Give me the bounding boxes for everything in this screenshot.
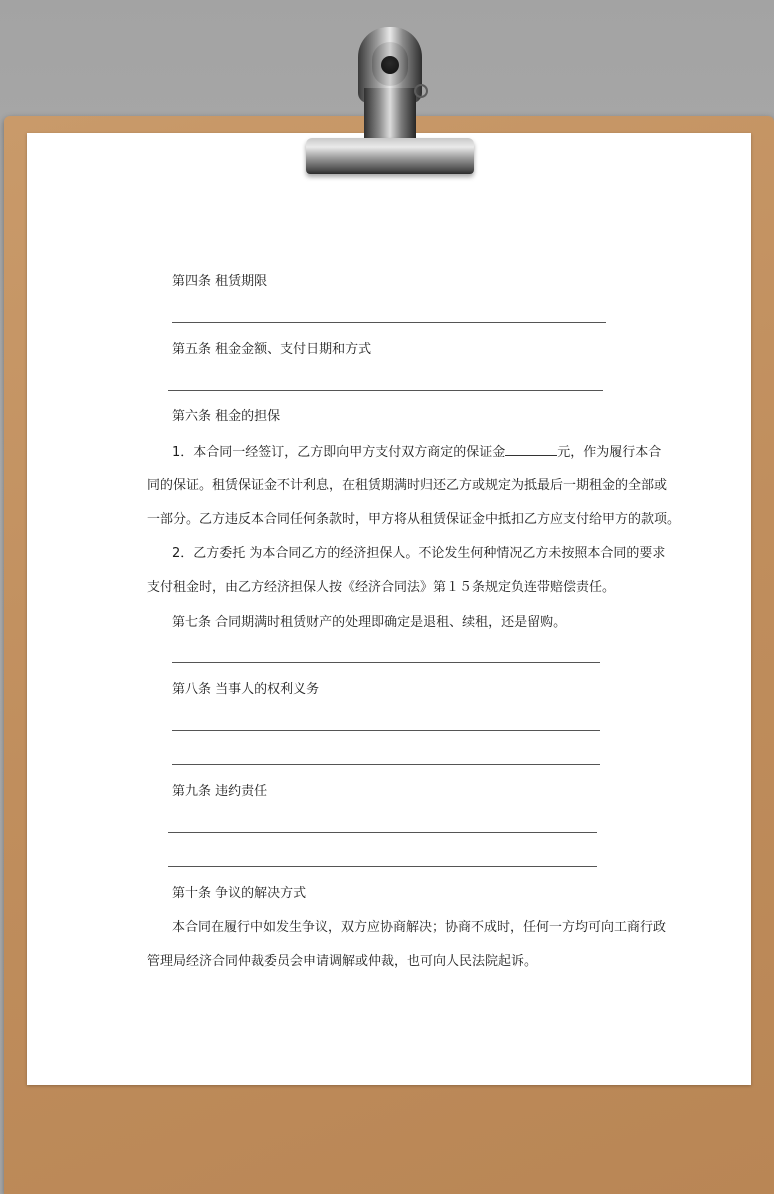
article6-p1-line3: 一部分。乙方违反本合同任何条款时，甲方将从租赁保证金中抵扣乙方应支付给甲方的款项。 (147, 512, 681, 527)
article10-line2: 管理局经济合同仲裁委员会申请调解或仲裁，也可向人民法院起诉。 (147, 954, 538, 969)
article5-blank-line (168, 390, 603, 391)
article10-heading: 第十条 争议的解决方式 (172, 886, 307, 901)
article6-p1-post: 元，作为履行本合 (557, 445, 662, 460)
article9-blank-line-1 (168, 832, 597, 833)
article7-heading: 第七条 合同期满时租赁财产的处理即确定是退租、续租，还是留购。 (172, 615, 567, 630)
article7-blank-line (172, 662, 600, 663)
article4-blank-line (172, 322, 606, 323)
article6-heading: 第六条 租金的担保 (172, 409, 281, 424)
article6-p1-pre: 1．本合同一经签订，乙方即向甲方支付双方商定的保证金 (172, 445, 506, 460)
article8-heading: 第八条 当事人的权利义务 (172, 682, 320, 697)
article10-line1: 本合同在履行中如发生争议，双方应协商解决；协商不成时，任何一方均可向工商行政 (172, 920, 667, 935)
deposit-amount-blank (505, 443, 557, 456)
article9-heading: 第九条 违约责任 (172, 784, 268, 799)
article6-p1-line2: 同的保证。租赁保证金不计利息，在租赁期满时归还乙方或规定为抵最后一期租金的全部或 (147, 478, 668, 493)
article6-p2-line1: 2．乙方委托 为本合同乙方的经济担保人。不论发生何种情况乙方未按照本合同的要求 (172, 546, 666, 561)
article8-blank-line-1 (172, 730, 600, 731)
article8-blank-line-2 (172, 764, 600, 765)
article4-heading: 第四条 租赁期限 (172, 274, 268, 289)
article6-p2-line2: 支付租金时，由乙方经济担保人按《经济合同法》第１５条规定负连带赔偿责任。 (147, 580, 616, 595)
article6-p1-line1 (172, 443, 661, 462)
article9-blank-line-2 (168, 866, 597, 867)
article5-heading: 第五条 租金金额、支付日期和方式 (172, 342, 372, 357)
